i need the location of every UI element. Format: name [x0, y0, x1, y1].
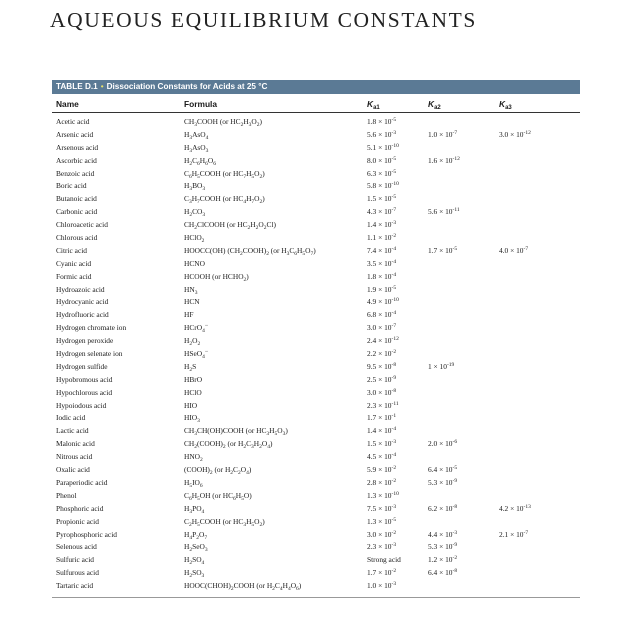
cell-name: Sulfuric acid [56, 555, 94, 565]
cell-name: Formic acid [56, 271, 92, 281]
cell-ka2: $1.0 \times 10^{-7}$ [428, 129, 458, 139]
table-row [52, 142, 580, 155]
cell-name: Butanoic acid [56, 194, 97, 204]
cell-name: Propionic acid [56, 516, 99, 526]
cell-ka1: $5.6 \times 10^{-3}$ [367, 129, 397, 139]
cell-ka3: $3.0 \times 10^{-12}$ [499, 129, 531, 139]
cell-ka1: $1.3 \times 10^{-10}$ [367, 490, 399, 500]
cell-name: Pyrophosphoric acid [56, 529, 117, 539]
cell-name: Hydrogen chromate ion [56, 323, 127, 333]
cell-formula: $(COOH)_2$ (or $H_2C_2O_4$) [184, 465, 252, 477]
table-row [52, 503, 580, 516]
cell-formula: HClO$_2$ [184, 233, 205, 245]
cell-ka1: $6.8 \times 10^{-4}$ [367, 310, 397, 320]
table-row [52, 129, 580, 142]
cell-ka1: $1.4 \times 10^{-4}$ [367, 426, 397, 436]
cell-ka1: $1.4 \times 10^{-3}$ [367, 220, 397, 230]
cell-name: Phenol [56, 490, 77, 500]
cell-formula: $H_3AsO_4$ [184, 129, 209, 141]
cell-formula: $H_2SO_3$ [184, 568, 205, 580]
table-row [52, 219, 580, 232]
cell-ka1: $2.3 \times 10^{-3}$ [367, 542, 397, 552]
cell-formula: HF [184, 310, 194, 320]
cell-ka1: $1.5 \times 10^{-3}$ [367, 439, 397, 449]
cell-name: Hydrofluoric acid [56, 310, 109, 320]
cell-name: Selenous acid [56, 542, 97, 552]
cell-ka1: $3.0 \times 10^{-7}$ [367, 323, 397, 333]
table-row [52, 335, 580, 348]
cell-formula: $H_2S$ [184, 361, 197, 373]
cell-formula: $HNO_2$ [184, 452, 203, 464]
cell-ka1: $1.8 \times 10^{-4}$ [367, 271, 397, 281]
cell-formula: HSeO$_4$− [184, 349, 209, 361]
table-row [52, 541, 580, 554]
cell-formula: HCOOH (or $HCHO_2$) [184, 271, 249, 283]
cell-name: Hydroazoic acid [56, 284, 105, 294]
header-ka3: $K_{a3}$ [499, 99, 512, 111]
cell-name: Chloroacetic acid [56, 220, 108, 230]
table-row [52, 438, 580, 451]
cell-formula: $H_3BO_3$ [184, 181, 206, 193]
cell-name: Hypoiodous acid [56, 400, 107, 410]
table-row [52, 374, 580, 387]
table-row [52, 322, 580, 335]
cell-ka1: $3.0 \times 10^{-2}$ [367, 529, 397, 539]
cell-name: Arsenous acid [56, 142, 99, 152]
cell-name: Cyanic acid [56, 258, 92, 268]
cell-ka1: $5.8 \times 10^{-10}$ [367, 181, 399, 191]
table-body [52, 116, 580, 593]
cell-ka1: $7.4 \times 10^{-4}$ [367, 245, 397, 255]
cell-ka1: Strong acid [367, 555, 401, 565]
header-ka2: $K_{a2}$ [428, 99, 441, 111]
cell-ka1: $7.5 \times 10^{-3}$ [367, 503, 397, 513]
table-row [52, 387, 580, 400]
table-row [52, 245, 580, 258]
table-row [52, 516, 580, 529]
cell-ka1: $3.0 \times 10^{-8}$ [367, 387, 397, 397]
cell-formula: $CH_2ClCOOH$ (or $HC_2H_2O_2Cl$) [184, 220, 276, 232]
cell-name: Paraperiodic acid [56, 477, 108, 487]
cell-ka1: $2.2 \times 10^{-2}$ [367, 349, 397, 359]
table-row [52, 529, 580, 542]
cell-ka2: $4.4 \times 10^{-3}$ [428, 529, 458, 539]
cell-ka1: $1.8 \times 10^{-5}$ [367, 117, 397, 126]
header-ka1: $K_{a1}$ [367, 99, 380, 111]
cell-name: Nitrous acid [56, 452, 93, 462]
cell-ka1: $8.0 \times 10^{-5}$ [367, 155, 397, 165]
cell-name: Hypobromous acid [56, 374, 113, 384]
cell-ka2: $5.6 \times 10^{-11}$ [428, 207, 460, 217]
cell-name: Hydrogen sulfide [56, 361, 108, 371]
cell-formula: $H_3PO_4$ [184, 503, 205, 515]
cell-formula: $CH_3CH(OH)COOH$ (or $HC_3H_5O_3$) [184, 426, 288, 438]
table-row [52, 361, 580, 374]
cell-ka2: $5.3 \times 10^{-9}$ [428, 477, 458, 487]
cell-name: Carbonic acid [56, 207, 98, 217]
cell-ka2: $6.2 \times 10^{-8}$ [428, 503, 458, 513]
table-row [52, 271, 580, 284]
cell-ka1: $2.3 \times 10^{-11}$ [367, 400, 399, 410]
cell-formula: $H_3AsO_3$ [184, 142, 209, 154]
table-row [52, 412, 580, 425]
cell-formula: $H_2SO_4$ [184, 555, 205, 567]
table-row [52, 284, 580, 297]
cell-ka2: $2.0 \times 10^{-6}$ [428, 439, 458, 449]
table-row [52, 296, 580, 309]
cell-ka1: $1.5 \times 10^{-5}$ [367, 194, 397, 204]
table-row [52, 580, 580, 593]
table-row [52, 232, 580, 245]
cell-name: Ascorbic acid [56, 155, 97, 165]
table-row [52, 180, 580, 193]
cell-formula: $CH_2(COOH)_2$ (or $H_2C_3H_2O_4$) [184, 439, 273, 451]
table-row [52, 400, 580, 413]
cell-name: Lactic acid [56, 426, 89, 436]
cell-ka3: $4.2 \times 10^{-13}$ [499, 503, 531, 513]
table-row [52, 116, 580, 129]
cell-name: Benzoic acid [56, 168, 95, 178]
cell-ka2: $5.3 \times 10^{-9}$ [428, 542, 458, 552]
cell-name: Iodic acid [56, 413, 86, 423]
cell-name: Citric acid [56, 245, 87, 255]
table-caption-bar [52, 80, 580, 94]
cell-ka1: $2.8 \times 10^{-2}$ [367, 477, 397, 487]
cell-name: Tartaric acid [56, 581, 94, 591]
cell-formula: $CH_3COOH$ (or $HC_2H_3O_2$) [184, 117, 262, 128]
cell-formula: $HN_3$ [184, 284, 198, 296]
cell-ka1: $2.5 \times 10^{-9}$ [367, 374, 397, 384]
cell-formula: $H_2SeO_3$ [184, 542, 208, 554]
cell-ka1: $1.7 \times 10^{-2}$ [367, 568, 397, 578]
cell-formula: $C_6H_5COOH$ (or $HC_7H_5O_2$) [184, 168, 265, 180]
table-label: TABLE D.1 [56, 82, 98, 91]
table-row [52, 168, 580, 181]
table-row [52, 348, 580, 361]
cell-ka1: $4.9 \times 10^{-10}$ [367, 297, 399, 307]
cell-name: Chlorous acid [56, 233, 98, 243]
cell-name: Hydrogen peroxide [56, 336, 114, 346]
table-row [52, 206, 580, 219]
cell-ka1: $1.1 \times 10^{-2}$ [367, 233, 397, 243]
cell-formula: $H_2C_6H_6O_6$ [184, 155, 216, 167]
cell-formula: $C_2H_5COOH$ (or $HC_3H_5O_2$) [184, 516, 265, 528]
cell-formula: $HOOC(CHOH)_2COOH$ (or $H_2C_4H_4O_6$) [184, 581, 302, 593]
cell-ka1: $1.7 \times 10^{-1}$ [367, 413, 397, 423]
cell-formula: HCrO$_4$− [184, 323, 209, 335]
cell-name: Sulfurous acid [56, 568, 99, 578]
table-row [52, 464, 580, 477]
table-row [52, 477, 580, 490]
cell-ka1: $6.3 \times 10^{-5}$ [367, 168, 397, 178]
cell-name: Hydrogen selenate ion [56, 349, 123, 359]
cell-formula: $H_5IO_6$ [184, 477, 203, 489]
cell-ka2: $1 \times 10^{-19}$ [428, 361, 455, 371]
cell-formula: $H_4P_2O_7$ [184, 529, 208, 541]
cell-ka1: $1.3 \times 10^{-5}$ [367, 516, 397, 526]
cell-ka1: $1.9 \times 10^{-5}$ [367, 284, 397, 294]
cell-name: Malonic acid [56, 439, 95, 449]
cell-ka1: $9.5 \times 10^{-8}$ [367, 361, 397, 371]
cell-formula: $C_3H_7COOH$ (or $HC_4H_7O_2$) [184, 194, 265, 206]
cell-ka1: $3.5 \times 10^{-4}$ [367, 258, 397, 268]
table-row [52, 554, 580, 567]
page-title: AQUEOUS EQUILIBRIUM CONSTANTS [50, 8, 477, 32]
cell-name: Hydrocyanic acid [56, 297, 109, 307]
cell-ka1: $1.0 \times 10^{-3}$ [367, 581, 397, 591]
cell-name: Hypochlorous acid [56, 387, 113, 397]
cell-ka2: $6.4 \times 10^{-5}$ [428, 465, 458, 475]
cell-ka1: $5.1 \times 10^{-10}$ [367, 142, 399, 152]
table-row [52, 490, 580, 503]
header-name: Name [56, 99, 79, 109]
cell-ka3: $2.1 \times 10^{-7}$ [499, 529, 529, 539]
cell-ka3: $4.0 \times 10^{-7}$ [499, 245, 529, 255]
cell-formula: $H_2O_2$ [184, 336, 201, 348]
cell-name: Arsenic acid [56, 129, 94, 139]
cell-formula: HCNO [184, 258, 205, 268]
cell-name: Oxalic acid [56, 465, 90, 475]
cell-formula: HIO [184, 400, 198, 410]
cell-ka1: $2.4 \times 10^{-12}$ [367, 336, 399, 346]
table-row [52, 258, 580, 271]
table-bottom-rule [52, 597, 580, 598]
cell-ka1: $4.5 \times 10^{-4}$ [367, 452, 397, 462]
cell-formula: $HIO_3$ [184, 413, 200, 425]
cell-formula: HCN [184, 297, 200, 307]
cell-name: Boric acid [56, 181, 87, 191]
cell-ka2: $1.2 \times 10^{-2}$ [428, 555, 458, 565]
table-row [52, 193, 580, 206]
header-formula: Formula [184, 99, 218, 109]
cell-ka2: $6.4 \times 10^{-8}$ [428, 568, 458, 578]
table-row [52, 309, 580, 322]
table-row [52, 567, 580, 580]
table-row [52, 155, 580, 168]
cell-ka1: $4.3 \times 10^{-7}$ [367, 207, 397, 217]
table-row [52, 425, 580, 438]
cell-formula: HBrO [184, 374, 203, 384]
cell-ka1: $5.9 \times 10^{-2}$ [367, 465, 397, 475]
cell-ka2: $1.7 \times 10^{-5}$ [428, 245, 458, 255]
cell-formula: $H_2CO_3$ [184, 207, 206, 219]
table-caption: Dissociation Constants for Acids at 25 °C [106, 82, 268, 91]
cell-ka2: $1.6 \times 10^{-12}$ [428, 155, 460, 165]
cell-formula: HClO [184, 387, 202, 397]
table-header [52, 96, 580, 113]
cell-name: Phosphoric acid [56, 503, 104, 513]
table-row [52, 451, 580, 464]
cell-formula: $C_6H_5OH$ (or $HC_6H_5O$) [184, 490, 252, 502]
cell-formula: HOOCC(OH) $(CH_2COOH)_2$ (or $H_3C_6H_5O_7$) [184, 245, 316, 257]
cell-name: Acetic acid [56, 117, 90, 126]
caption-separator: • [100, 82, 104, 91]
